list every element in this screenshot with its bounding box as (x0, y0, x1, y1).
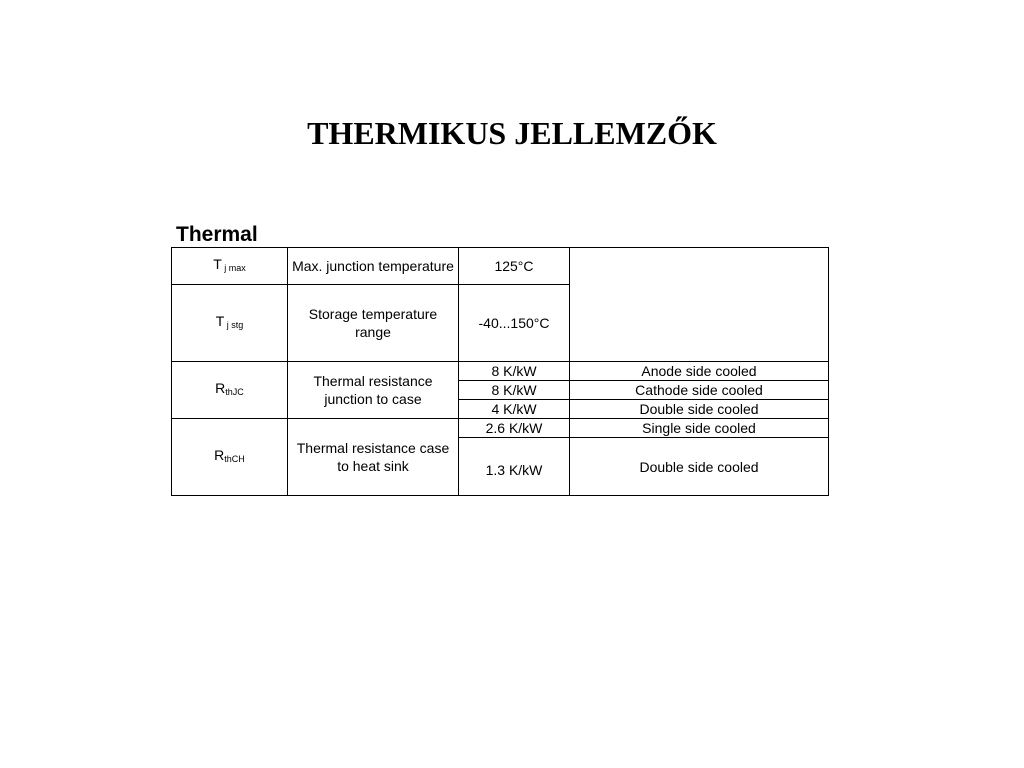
condition-cell: Single side cooled (570, 419, 829, 438)
page-title: THERMIKUS JELLEMZŐK (307, 115, 717, 151)
table-row (172, 419, 829, 438)
symbol-cell (172, 419, 288, 496)
symbol-main: T (213, 256, 222, 272)
symbol-main: R (214, 447, 225, 463)
table-row (172, 248, 829, 285)
thermal-table (171, 247, 829, 496)
parameter-cell: Thermal resistance junction to case (288, 362, 459, 419)
symbol-subscript: thJC (225, 387, 244, 397)
value-cell: 2.6 K/kW (459, 419, 570, 438)
symbol-subscript: thCH (224, 454, 245, 464)
condition-cell: Double side cooled (570, 400, 829, 419)
condition-cell: Cathode side cooled (570, 381, 829, 400)
symbol-main: R (215, 380, 226, 396)
symbol-subscript: j stg (226, 320, 244, 330)
symbol-cell (172, 248, 288, 285)
parameter-cell: Thermal resistance case to heat sink (288, 419, 459, 496)
value-cell: 125°C (459, 248, 570, 285)
condition-cell: Anode side cooled (570, 362, 829, 381)
symbol-cell (172, 285, 288, 362)
parameter-cell: Storage temperature range (288, 285, 459, 362)
symbol-cell (172, 362, 288, 419)
symbol-main: T (215, 313, 225, 329)
condition-cell-empty (570, 248, 829, 362)
value-cell: -40...150°C (459, 285, 570, 362)
value-cell: 8 K/kW (459, 381, 570, 400)
value-cell: 4 K/kW (459, 400, 570, 419)
parameter-cell: Max. junction temperature (288, 248, 459, 285)
value-cell: 1.3 K/kW (459, 438, 570, 496)
table-row (172, 362, 829, 381)
condition-cell: Double side cooled (570, 438, 829, 496)
section-label: Thermal (176, 223, 258, 246)
symbol-subscript: j max (224, 263, 246, 273)
value-cell: 8 K/kW (459, 362, 570, 381)
